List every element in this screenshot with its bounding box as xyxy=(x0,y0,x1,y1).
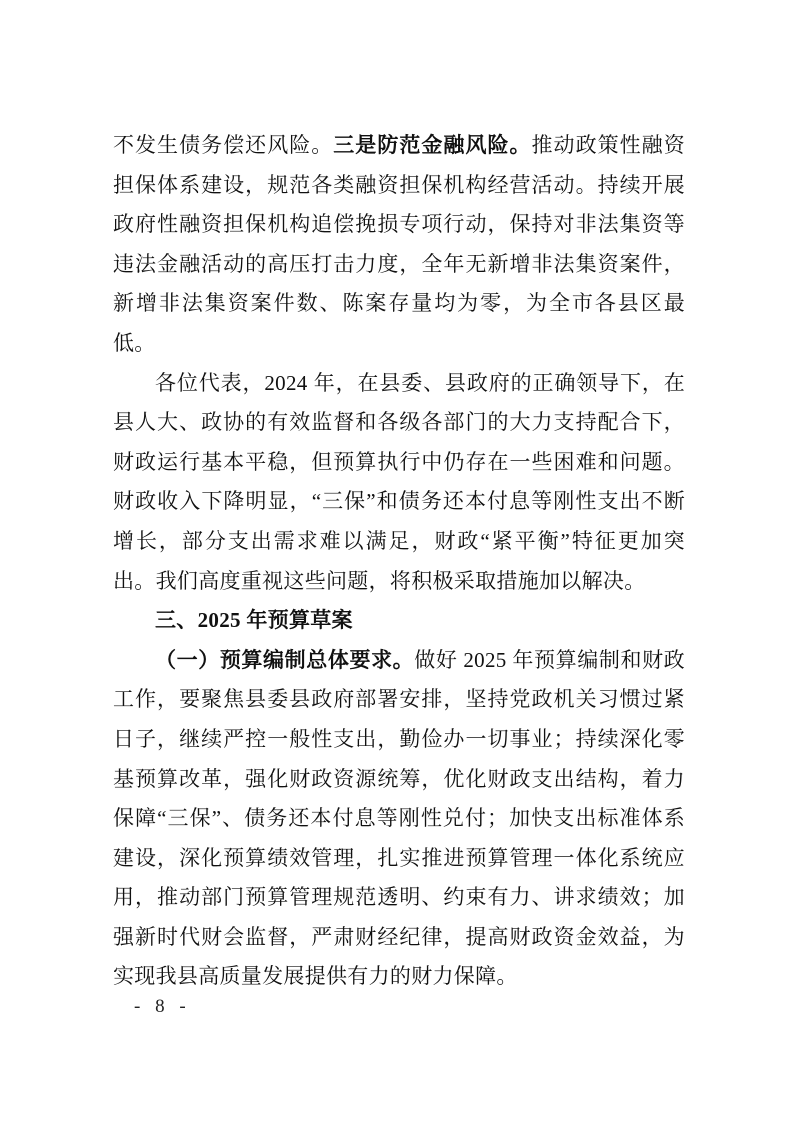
body-text-run: 各位代表，2024 年，在县委、县政府的正确领导下，在县人大、政协的有效监督和各级各部门的大力支持配合下，财政运行基本平稳，但预算执行中仍存在一些困难和问题。财政收入下降明显，“三保”和债务还本付息等刚性支出不断增长，部分支出需求难以满足，财政“紧平衡”特征更加突出。我们高度重视这些问题，将积极采取措施加以解决。 xyxy=(113,370,685,593)
body-text-run: 不发生债务偿还风险。 xyxy=(113,133,334,157)
bold-text-run-financial-risk: 三是防范金融风险。 xyxy=(333,133,532,157)
body-text-run: 推动政策性融资担保体系建设，规范各类融资担保机构经营活动。持续开展政府性融资担保机构追偿挽损专项行动，保持对非法集资等违法金融活动的高压打击力度，全年无新增非法集资案件，新增非法集资案件数、陈案存量均为零，为全市各县区最低。 xyxy=(113,133,685,355)
body-text-run: 做好 2025 年预算编制和财政工作，要聚焦县委县政府部署安排，坚持党政机关习惯过紧日子，继续严控一般性支出，勤俭办一切事业；持续深化零基预算改革，强化财政资源统筹，优化财政支出结构，着力保障“三保”、债务还本付息等刚性兑付；加快支出标准体系建设，深化预算绩效管理，扎实推进预算管理一体化系统应用，推动部门预算管理规范透明、约束有力、讲求绩效；加强新时代财会监督，严肃财经纪律，提高财政资金效益，为实现我县高质量发展提供有力的财力保障。 xyxy=(113,647,685,989)
paragraph-2025-budget-requirements xyxy=(113,641,685,997)
paragraph-financial-risk xyxy=(113,126,685,364)
document-body xyxy=(113,126,685,997)
page-number: - 8 - xyxy=(134,996,191,1017)
bold-text-run-budget-requirements: （一）预算编制总体要求。 xyxy=(155,647,415,672)
paragraph-2024-review xyxy=(113,364,685,602)
section-heading-2025-budget-draft: 三、2025 年预算草案 xyxy=(155,608,353,633)
